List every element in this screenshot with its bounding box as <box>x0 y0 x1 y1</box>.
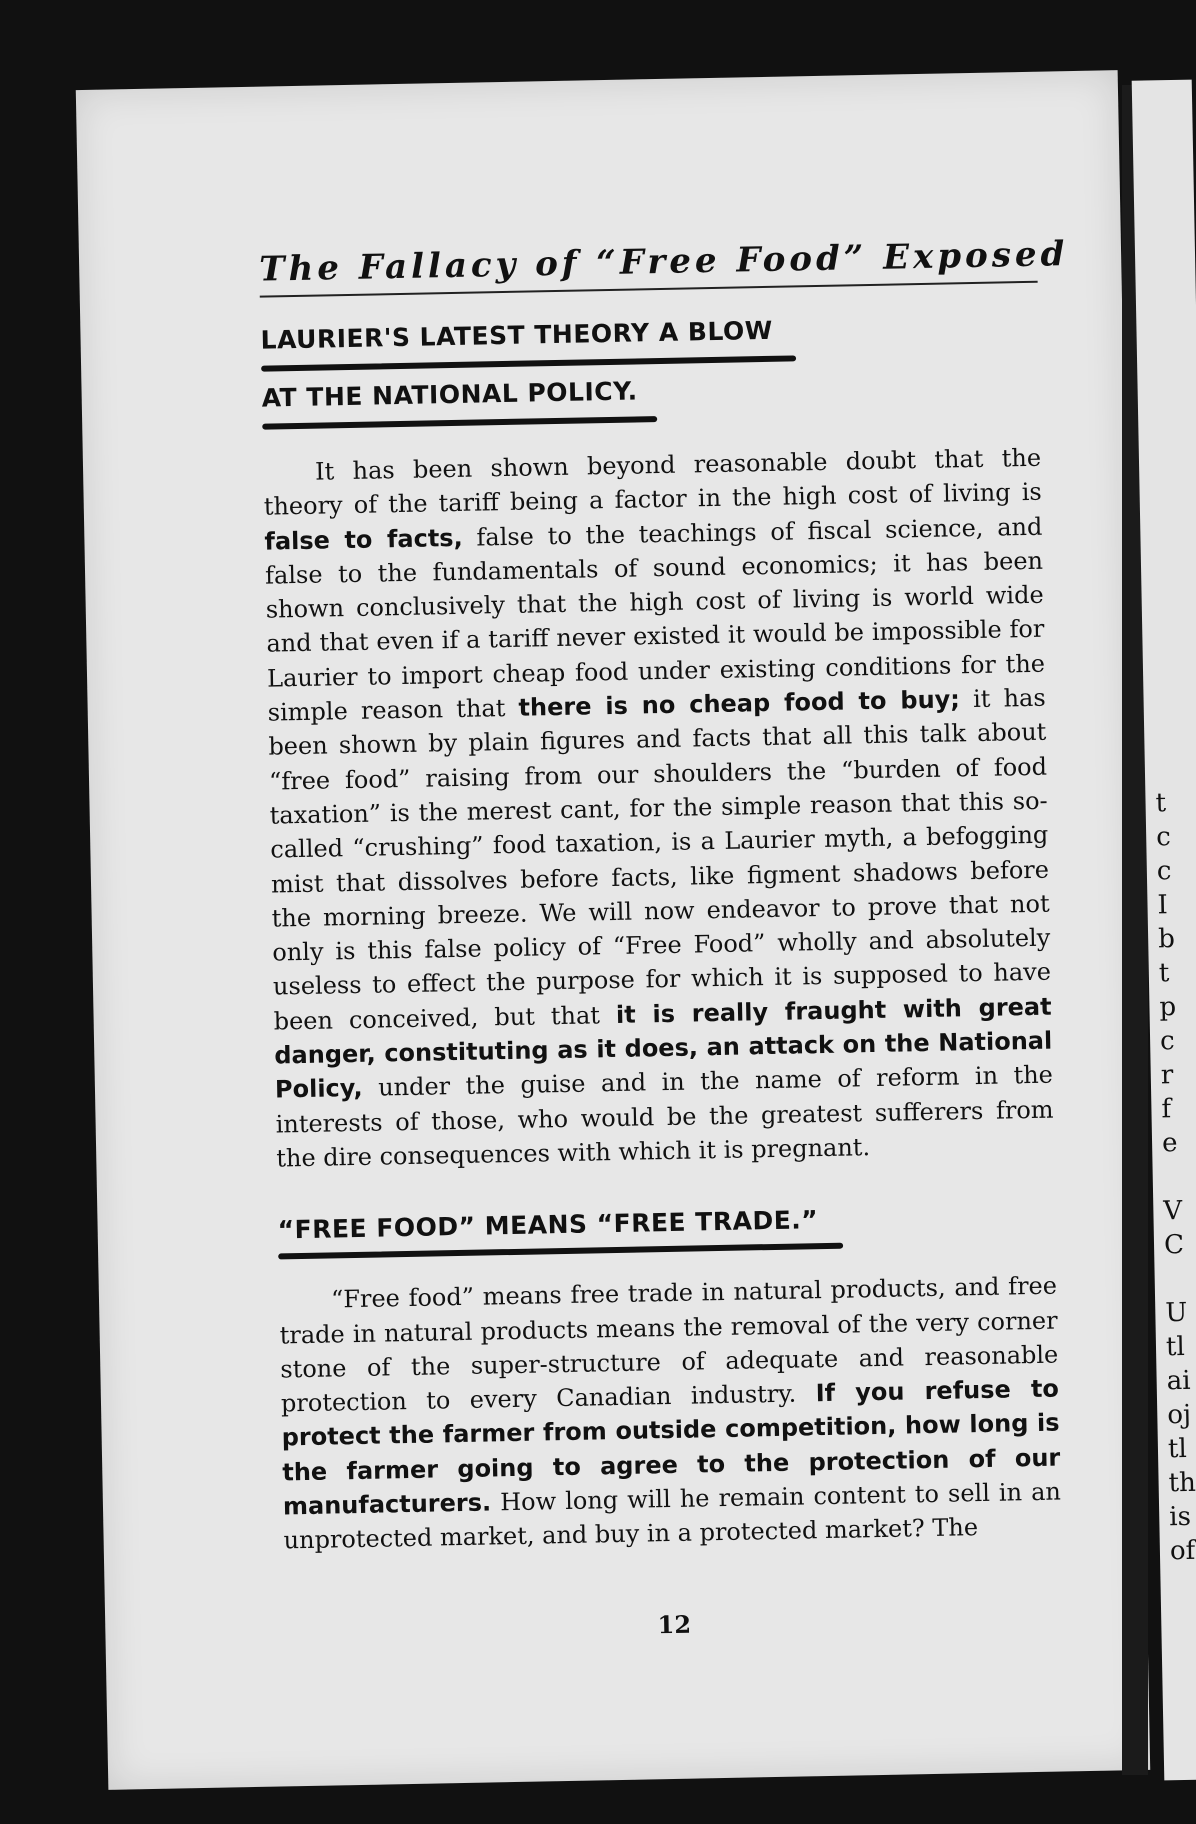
paragraph <box>279 1269 1062 1558</box>
book-page <box>76 70 1150 1790</box>
facing-page-text-fragment: tl <box>1165 1331 1186 1363</box>
emphasis-text: there is no cheap food to buy; <box>518 685 961 722</box>
facing-page-text-fragment: th <box>1168 1467 1196 1499</box>
section-heading-line-2: AT THE NATIONAL POLICY. <box>261 376 638 413</box>
text-run: it has been shown by plain figures and facts that all this talk about “free food” raising from our shoulders the “burden of food taxation” is the merest cant, for the simple reason that this so-called “crushing” food taxation, is a Laurier myth, a befogging mist that dissolves before facts, like figment shadows before the morning breeze. We will now endeavor to prove that not only is this false policy of “Free Food” wholly and absolutely useless to effect the purpose for which it is supposed to have been conceived, but that <box>268 683 1052 1036</box>
section-heading: “FREE FOOD” MEANS “FREE TRADE.” <box>277 1205 819 1245</box>
facing-page-text-fragment: r <box>1160 1060 1174 1091</box>
facing-page-text-fragment: V <box>1163 1195 1183 1227</box>
facing-page-text-fragment: e <box>1161 1128 1178 1159</box>
facing-page-text-fragment: t <box>1155 788 1167 819</box>
emphasis-text: it is really fraught with great danger, constituting as it does, an attack on the National Policy, <box>274 992 1053 1104</box>
emphasis-text: false to facts, <box>264 523 463 556</box>
facing-page-text-fragment: c <box>1155 822 1172 853</box>
heading-rule <box>262 416 657 430</box>
emphasis-text: If you refuse to protect the farmer from outside competition, how long is the farmer going to agree to the protection of our manufacturers. <box>281 1374 1061 1521</box>
text-run: It has been shown beyond reasonable doubt that the theory of the tariff being a factor in the high cost of living is <box>263 443 1042 521</box>
facing-page-text-fragment: c <box>1159 1026 1175 1057</box>
text-run: “Free food” means free trade in natural products, and free trade in natural products means the removal of the very corner stone of the super-structure of adequate and reasonable protection to every Canadian industry. <box>279 1271 1059 1418</box>
section-heading-line-1: LAURIER'S LATEST THEORY A BLOW <box>260 315 774 355</box>
facing-page-text-fragment: c <box>1156 856 1172 887</box>
heading-rule <box>261 355 796 371</box>
page-number: 12 <box>657 1609 692 1640</box>
text-run: under the guise and in the name of reform in the interests of those, who would be the greatest sufferers from the dire consequences with which it is pregnant. <box>275 1060 1054 1173</box>
facing-page-text-fragment: ai <box>1166 1365 1191 1397</box>
facing-page-text-fragment: p <box>1159 992 1177 1023</box>
running-title: The Fallacy of “Free Food” Exposed <box>259 235 1038 298</box>
facing-page-text-fragment: C <box>1163 1229 1185 1261</box>
facing-page-text-fragment: U <box>1165 1297 1188 1329</box>
facing-page-text-fragment: tl <box>1167 1433 1188 1465</box>
facing-page-text-fragment: t <box>1158 958 1170 989</box>
facing-page-text-fragment: is <box>1168 1501 1192 1533</box>
facing-page-text-fragment: oj <box>1167 1399 1192 1431</box>
facing-page-text-fragment: I <box>1157 890 1169 921</box>
facing-page-text-fragment: f <box>1161 1094 1172 1125</box>
facing-page-text-fragment: b <box>1157 924 1176 955</box>
text-run: false to the teachings of fiscal science, and false to the fundamentals of sound economics; it has been shown conclusively that the high cost of living is world wide and that even if a tariff never existed it would be impossible for Laurier to import cheap food under existing conditions for the simple reason that <box>264 512 1046 727</box>
paragraph <box>263 441 1055 1176</box>
page-content <box>258 234 1069 1640</box>
heading-rule <box>278 1243 843 1260</box>
facing-page-text-fragment: of <box>1169 1535 1196 1567</box>
text-run: How long will he remain content to sell in an unprotected market, and buy in a protected market? The <box>283 1477 1062 1555</box>
